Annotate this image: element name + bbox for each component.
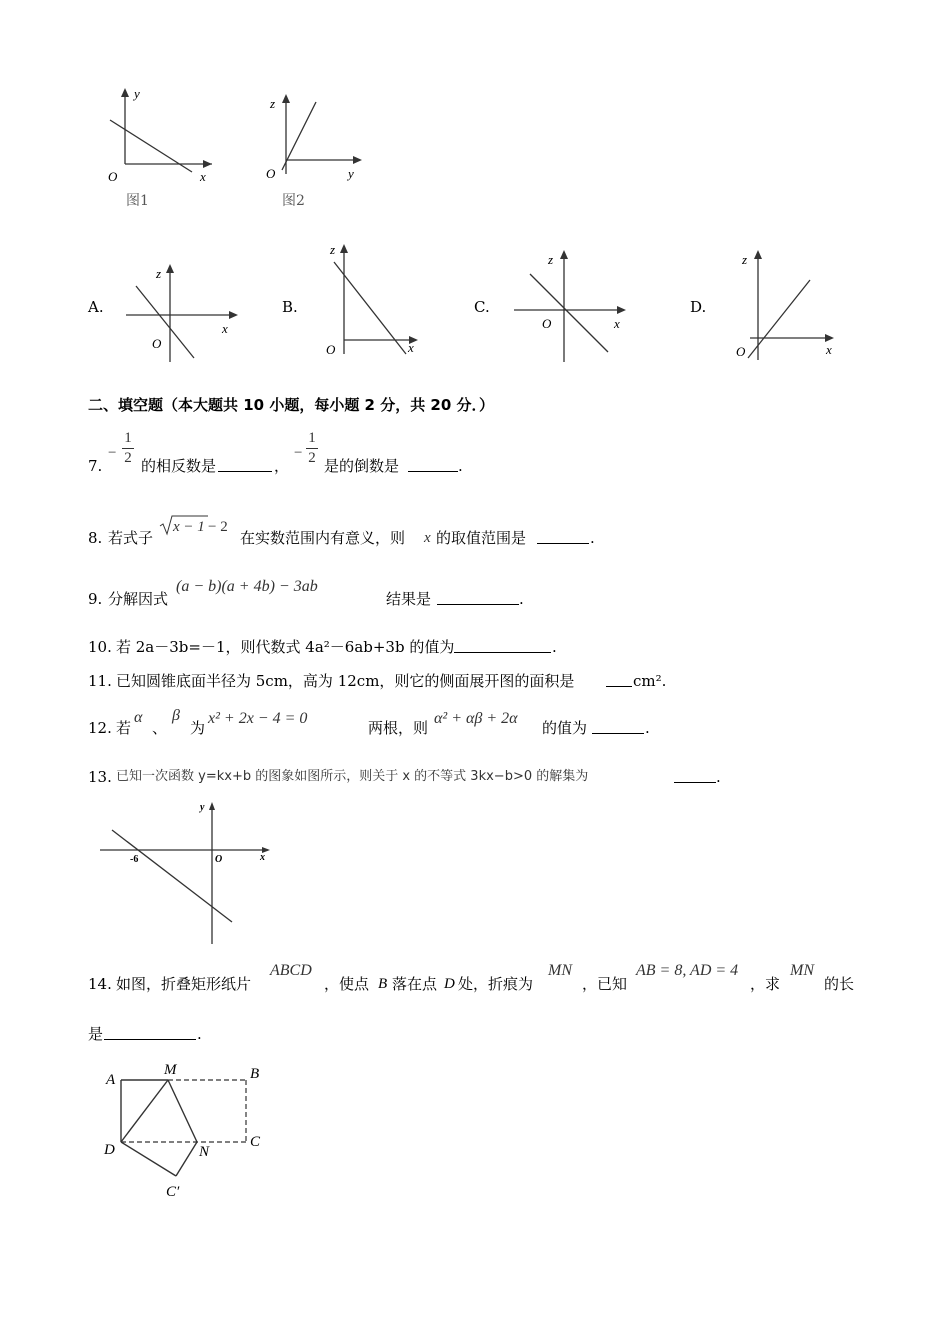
q14-pre: 如图，折叠矩形纸片 [116, 975, 252, 993]
q12-post: 的值为 [542, 719, 588, 737]
q14-mn: MN [548, 962, 572, 979]
q14-fig-n: N [199, 1144, 210, 1160]
q14-post: 的长 [824, 975, 855, 993]
q9-number: 9. [88, 590, 103, 608]
fig2-origin-label: O [266, 166, 276, 181]
option-b-x: x [408, 340, 414, 355]
q11-number: 11. [88, 672, 112, 690]
q10-number: 10. [88, 638, 112, 656]
q14-mn2: MN [790, 962, 814, 979]
fig1-y-label: y [134, 86, 140, 101]
q14-mid4: ，已知 [582, 975, 628, 993]
option-a-x: x [222, 321, 228, 336]
q8-var: x [424, 530, 431, 546]
option-a-o: O [152, 336, 162, 351]
q13-graph-neg6: -6 [130, 854, 139, 865]
fig1-x-label: x [200, 169, 206, 184]
figure-2-graph [258, 90, 378, 215]
q11-unit: cm². [633, 672, 667, 690]
q12-equation: x² + 2x − 4 = 0 [208, 710, 308, 727]
fig2-caption: 图2 [282, 193, 305, 209]
q12-number: 12. [88, 719, 112, 737]
q8-end: . [590, 529, 595, 547]
q14-mid5: ，求 [750, 975, 781, 993]
q14-given: AB = 8, AD = 4 [636, 962, 739, 979]
q7-frac2 [306, 430, 318, 467]
q8-answer-blank[interactable] [537, 529, 589, 544]
q7-sep: ， [274, 457, 290, 475]
option-d-o: O [736, 344, 746, 359]
q12-wei: 为 [190, 719, 206, 737]
option-c-o: O [542, 316, 552, 331]
q14-rect: ABCD [270, 962, 312, 979]
q14-mid3: 处，折痕为 [458, 975, 534, 993]
q14-answer-blank[interactable] [104, 1025, 196, 1040]
q14-mid2: 落在点 [392, 975, 438, 993]
q11-answer-blank[interactable] [606, 672, 632, 687]
q14-fig-a: A [106, 1072, 116, 1088]
q8-post1: 在实数范围内有意义，则 [240, 529, 406, 547]
q14-end: . [197, 1025, 202, 1043]
fig1-caption: 图1 [126, 193, 149, 209]
q9-pre: 分解因式 [108, 590, 169, 608]
fig2-z-label: z [270, 96, 276, 111]
q14-fig-c: C [250, 1134, 261, 1150]
fig2-y-label: y [348, 166, 354, 181]
q12-alpha: α [134, 709, 143, 726]
q8-expression-radicand: x − 1 [173, 519, 205, 535]
q14-fig-d: D [104, 1142, 115, 1158]
q9-end: . [519, 590, 524, 608]
q8-expression-tail: − 2 [208, 519, 228, 535]
q14-number: 14. [88, 975, 112, 993]
q13-graph-o: O [215, 854, 223, 865]
q7-frac1-minus: − [108, 445, 117, 461]
q7-frac2-num: 1 [308, 430, 316, 446]
q13-graph-y: y [200, 802, 205, 813]
q10-answer-blank[interactable] [454, 638, 551, 653]
q11-text: 已知圆锥底面半径为 5cm，高为 12cm，则它的侧面展开图的面积是 [116, 672, 575, 690]
q14-line2: 是 [88, 1025, 104, 1043]
q7-number: 7. [88, 457, 103, 475]
figure-2 [258, 90, 378, 215]
q12-dun: 、 [152, 719, 168, 737]
option-b-z: z [330, 242, 336, 257]
q7-frac2-den: 2 [308, 450, 316, 466]
option-d-label[interactable]: D. [690, 298, 707, 316]
q10-text: 若 2a－3b=－1，则代数式 4a²－6ab+3b 的值为 [116, 638, 455, 656]
option-b-label[interactable]: B. [282, 298, 298, 316]
option-a-graph[interactable] [120, 258, 250, 374]
q9-expression: (a − b)(a + 4b) − 3ab [176, 578, 318, 595]
option-d-z: z [742, 252, 748, 267]
option-d-graph[interactable] [728, 244, 843, 370]
q7-frac1-den: 2 [124, 450, 132, 466]
q12-mid: 两根，则 [368, 719, 429, 737]
q8-pre: 若式子 [108, 529, 154, 547]
option-b-graph[interactable] [318, 238, 428, 372]
q7-frac1 [122, 430, 134, 467]
q7-answer2-blank[interactable] [408, 457, 458, 472]
q8-post2: 的取值范围是 [436, 529, 527, 547]
q7-answer1-blank[interactable] [218, 457, 272, 472]
q12-end: . [645, 719, 650, 737]
option-d-x: x [826, 342, 832, 357]
q14-fig-c1: C′ [166, 1184, 180, 1200]
figure-1-graph [100, 82, 220, 212]
q13-answer-blank[interactable] [674, 768, 716, 783]
q12-expression: α² + αβ + 2α [434, 710, 518, 727]
q14-figure [100, 1058, 280, 1212]
q9-post: 结果是 [386, 590, 432, 608]
q8-number: 8. [88, 529, 103, 547]
option-a-label[interactable]: A. [88, 298, 104, 316]
q7-text1: 的相反数是 [141, 457, 217, 475]
q14-fig-b: B [250, 1066, 260, 1082]
q13-graph [96, 798, 276, 952]
q7-frac1-num: 1 [124, 430, 132, 446]
section-title: 二、填空题（本大题共 10 小题，每小题 2 分，共 20 分．） [88, 396, 495, 414]
q12-answer-blank[interactable] [592, 719, 644, 734]
q10-end: . [552, 638, 557, 656]
q7-text2: 是的倒数是 [324, 457, 400, 475]
q14-d: D [444, 976, 455, 992]
figure-1 [100, 82, 220, 212]
fig1-origin-label: O [108, 169, 118, 184]
q9-answer-blank[interactable] [437, 590, 519, 605]
q7-frac2-minus: − [294, 445, 303, 461]
option-c-z: z [548, 252, 554, 267]
q13-end: . [716, 768, 721, 786]
q14-mid1: ，使点 [324, 975, 370, 993]
option-c-label[interactable]: C. [474, 298, 490, 316]
q13-graph-x: x [260, 852, 265, 863]
option-b-o: O [326, 342, 336, 357]
q14-b: B [378, 976, 388, 992]
q13-text: 已知一次函数 y=kx+b 的图象如图所示，则关于 x 的不等式 3kx−b>0 的解集为 [116, 769, 589, 784]
q12-beta: β [172, 707, 180, 724]
q14-fig-m: M [164, 1062, 177, 1078]
option-a-z: z [156, 266, 162, 281]
q8-expression [158, 514, 238, 538]
q13-number: 13. [88, 768, 112, 786]
option-c-graph[interactable] [508, 244, 638, 372]
q7-end: . [458, 457, 463, 475]
option-c-x: x [614, 316, 620, 331]
q12-pre: 若 [116, 719, 132, 737]
